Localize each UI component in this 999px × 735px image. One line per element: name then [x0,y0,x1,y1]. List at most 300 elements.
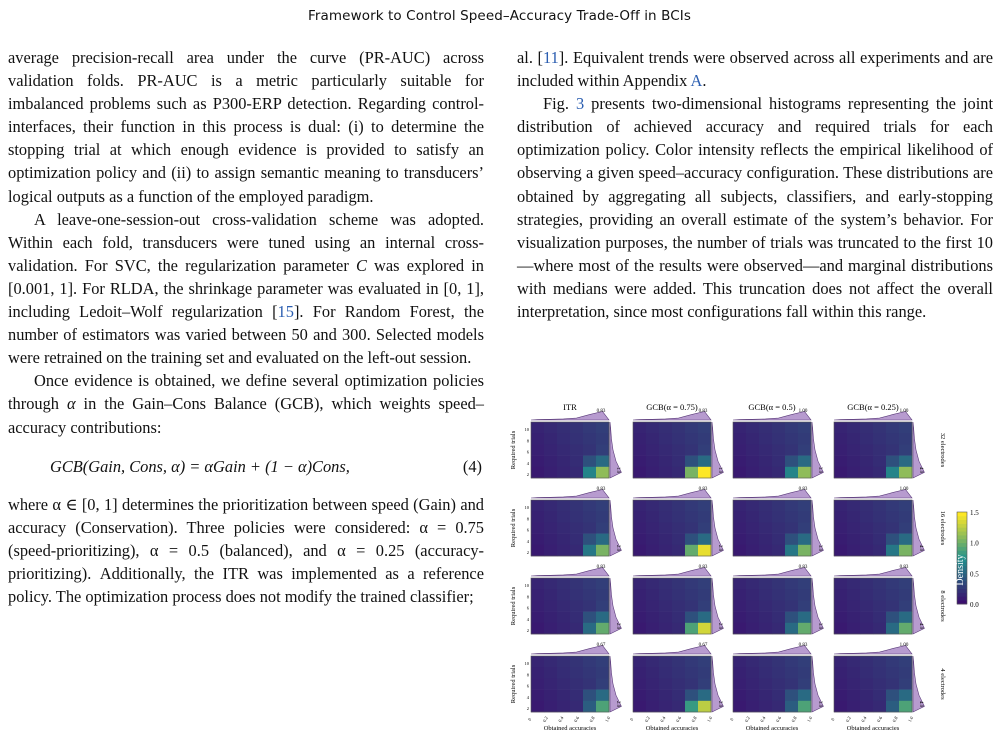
median-trials-label: 4.0 [918,700,923,708]
heatmap-cell [899,500,912,512]
heatmap-cell [899,701,912,713]
heatmap-cell [583,422,596,434]
heatmap-cell [544,600,557,612]
heatmap-cell [633,456,646,468]
heatmap-cell [659,623,672,635]
heatmap-cell [557,500,570,512]
heatmap-cell [557,656,570,668]
heatmap-cell [633,667,646,679]
heatmap-cell [860,444,873,456]
heatmap-cell [672,690,685,702]
heatmap-cell [583,456,596,468]
heatmap-cell [659,612,672,624]
heatmap-cell [746,578,759,590]
heatmap-cell [847,422,860,434]
heatmap-cell [733,701,746,713]
heatmap-cell [544,433,557,445]
y-axis-label: Required trials [510,586,517,626]
heatmap-cell [596,589,609,601]
heatmap-cell [685,690,698,702]
heatmap-cell [834,612,847,624]
heatmap-cell [847,444,860,456]
heatmap-cell [886,467,899,479]
heatmap-cell [659,545,672,557]
heatmap-cell [596,578,609,590]
heatmap-cell [746,678,759,690]
heatmap-cell [633,623,646,635]
heatmap-cell [785,690,798,702]
heatmap-cell [834,500,847,512]
heatmap-cell [583,656,596,668]
histogram-grid [509,400,999,730]
heatmap-cell [659,600,672,612]
heatmap-cell [899,600,912,612]
heatmap-cell [557,534,570,546]
heatmap-cell [772,511,785,523]
heatmap-cell [759,589,772,601]
median-trials-label: 3.0 [817,622,822,630]
heatmap-cell [672,500,685,512]
heatmap-cell [860,500,873,512]
heatmap-cell [646,534,659,546]
heatmap-cell [544,701,557,713]
heatmap-cell [733,667,746,679]
heatmap-cell [873,456,886,468]
heatmap-cell [847,690,860,702]
heatmap-cell [685,701,698,713]
heatmap-cell [746,433,759,445]
heatmap-cell [785,467,798,479]
x-axis-label: Obtained accuracies [846,725,900,730]
heatmap-cell [583,589,596,601]
heatmap-cell [672,456,685,468]
heatmap-cell [873,667,886,679]
heatmap-cell [785,656,798,668]
median-accuracy-label: 1.00 [798,409,808,414]
row-label: 32 electrodes [939,432,946,468]
heatmap-cell [685,422,698,434]
heatmap-cell [672,600,685,612]
heatmap-cell [746,612,759,624]
x-tick-label: 0 [526,717,533,722]
x-tick-label: 0.4 [557,715,565,723]
heatmap-cell [570,433,583,445]
heatmap-cell [583,500,596,512]
heatmap-cell [557,690,570,702]
heatmap-cell [860,656,873,668]
heatmap-cell [746,511,759,523]
heatmap-cell [798,678,811,690]
heatmap-cell [646,589,659,601]
colorbar-segment [957,593,967,597]
heatmap-cell [886,690,899,702]
heatmap-cell [733,600,746,612]
paragraph: average precision-recall area under the curve (PR-AUC) across validation folds. PR-AUC is a metric particularly suitable for imbalanced problems such as P300-ERP detection. Regarding control-interfaces, their function in this process is dual: (i) to determine the stopping trial at which enough evidence is provided to satisfy an optimization policy and (ii) to assign semantic meaning to transducers’ logical outputs as a function of the employed paradigm. [8,48,484,206]
heatmap-cell [557,623,570,635]
y-tick-label: 4 [526,694,529,700]
heatmap-cell [570,612,583,624]
heatmap-cell [672,701,685,713]
heatmap-cell [583,667,596,679]
heatmap-cell [659,690,672,702]
median-accuracy-label: 0.83 [698,409,708,414]
heatmap-cell [886,433,899,445]
heatmap-cell [860,600,873,612]
x-tick-label: 0 [829,717,836,722]
heatmap-cell [633,534,646,546]
heatmap-cell [772,456,785,468]
x-tick-label: 0.8 [588,715,596,723]
y-axis-label: Required trials [510,508,517,548]
heatmap-cell [698,656,711,668]
heatmap-cell [570,467,583,479]
heatmap-cell [570,701,583,713]
heatmap-cell [873,589,886,601]
heatmap-cell [759,623,772,635]
heatmap-cell [557,522,570,534]
heatmap-cell [672,667,685,679]
heatmap-cell [596,500,609,512]
heatmap-cell [583,467,596,479]
heatmap-cell [685,467,698,479]
median-accuracy-label: 0.83 [798,565,808,570]
heatmap-cell [899,467,912,479]
heatmap-cell [772,667,785,679]
column-title: GCB(α = 0.25) [847,402,899,412]
heatmap-cell [886,656,899,668]
heatmap-cell [860,422,873,434]
heatmap-cell [860,667,873,679]
x-axis-label: Obtained accuracies [543,725,597,730]
heatmap-cell [746,623,759,635]
y-tick-label: 8 [526,438,529,444]
y-tick-label: 2 [526,472,529,477]
heatmap-cell [873,433,886,445]
heatmap-cell [847,433,860,445]
heatmap-cell [583,511,596,523]
heatmap-cell [798,500,811,512]
citation-link[interactable]: 15 [277,302,294,322]
heatmap-cell [860,456,873,468]
heatmap-cell [544,656,557,668]
heatmap-cell [646,422,659,434]
heatmap-cell [746,701,759,713]
y-tick-label: 6 [526,605,529,611]
median-trials-label: 2.0 [717,544,722,552]
heatmap-cell [847,612,860,624]
heatmap-cell [659,467,672,479]
heatmap-cell [860,701,873,713]
heatmap-cell [847,500,860,512]
heatmap-cell [544,456,557,468]
heatmap-cell [772,690,785,702]
heatmap-cell [685,589,698,601]
median-accuracy-label: 0.83 [798,487,808,492]
heatmap-cell [886,578,899,590]
heatmap-cell [685,612,698,624]
heatmap-cell [886,511,899,523]
x-tick-label: 0.2 [844,715,852,723]
heatmap-cell [698,444,711,456]
y-tick-label: 2 [526,550,529,555]
heatmap-cell [847,600,860,612]
heatmap-cell [798,444,811,456]
heatmap-cell [834,690,847,702]
heatmap-cell [746,467,759,479]
heatmap-cell [847,589,860,601]
x-tick-label: 0.2 [541,715,549,723]
heatmap-cell [759,433,772,445]
heatmap-cell [873,534,886,546]
heatmap-cell [633,444,646,456]
median-trials-label: 3.0 [817,544,822,552]
heatmap-cell [733,578,746,590]
heatmap-cell [772,444,785,456]
x-tick-label: 1.0 [706,715,714,723]
heatmap-cell [834,656,847,668]
heatmap-cell [698,578,711,590]
heatmap-cell [698,500,711,512]
heatmap-cell [531,578,544,590]
heatmap-cell [570,578,583,590]
heatmap-cell [646,467,659,479]
paragraph: Once evidence is obtained, we define several optimization policies through α in the Gain–Cons Balance (GCB), which weights speed–accuracy contributions: [8,371,484,437]
heatmap-cell [759,667,772,679]
heatmap-cell [633,701,646,713]
paragraph: Fig. 3 presents two-dimensional histograms representing the joint distribution of achieved accuracy and required trials for each optimization policy. Color intensity reflects the empirical likelihood of observing a given speed–accuracy configuration. These distributions are obtained by aggregating all subjects, classifiers, and early-stopping strategies, providing an overall estimate of the system’s behavior. For visualization purposes, the number of trials was truncated to the first 10—where most of the results were observed—and marginal distributions with medians were added. This truncation does not affect the overall interpretation, since most configurations fall within this range. [517,94,993,322]
y-tick-label: 6 [526,449,529,455]
heatmap-cell [899,578,912,590]
colorbar-segment [957,512,967,516]
heatmap-cell [759,444,772,456]
appendix-link[interactable]: A [690,71,703,91]
colorbar-segment [957,535,967,539]
heatmap-cell [873,467,886,479]
heatmap-cell [659,701,672,713]
heatmap-cell [759,500,772,512]
x-tick-label: 0.6 [674,715,683,723]
heatmap-cell [746,600,759,612]
heatmap-cell [531,612,544,624]
heatmap-cell [531,511,544,523]
heatmap-cell [685,623,698,635]
heatmap-cell [633,500,646,512]
x-tick-label: 0.8 [790,715,798,723]
heatmap-cell [847,701,860,713]
heatmap-cell [531,678,544,690]
heatmap-cell [646,578,659,590]
heatmap-cell [886,667,899,679]
heatmap-cell [834,511,847,523]
heatmap-cell [798,578,811,590]
heatmap-cell [698,667,711,679]
heatmap-cell [583,678,596,690]
heatmap-cell [733,534,746,546]
heatmap-cell [899,678,912,690]
heatmap-cell [772,656,785,668]
heatmap-cell [685,656,698,668]
heatmap-cell [531,656,544,668]
heatmap-cell [633,612,646,624]
heatmap-cell [772,545,785,557]
heatmap-cell [834,444,847,456]
heatmap-cell [557,444,570,456]
heatmap-cell [759,511,772,523]
heatmap-cell [659,511,672,523]
heatmap-cell [659,422,672,434]
y-tick-label: 10 [524,583,529,589]
heatmap-cell [834,422,847,434]
heatmap-cell [570,667,583,679]
heatmap-cell [544,467,557,479]
heatmap-cell [698,600,711,612]
heatmap-cell [672,467,685,479]
heatmap-cell [544,511,557,523]
heatmap-cell [746,500,759,512]
heatmap-cell [759,534,772,546]
heatmap-cell [834,701,847,713]
heatmap-cell [531,534,544,546]
column-title: GCB(α = 0.5) [748,402,796,412]
heatmap-cell [659,444,672,456]
median-trials-label: 2.0 [615,622,620,630]
heatmap-cell [759,600,772,612]
heatmap-cell [746,589,759,601]
heatmap-cell [531,500,544,512]
x-tick-label: 1.0 [907,715,915,723]
median-trials-label: 2.0 [615,544,620,552]
heatmap-cell [798,467,811,479]
heatmap-cell [596,522,609,534]
heatmap-cell [570,545,583,557]
column-title: ITR [563,402,577,412]
figure-link[interactable]: 3 [575,94,585,114]
heatmap-cell [633,511,646,523]
heatmap-cell [886,444,899,456]
heatmap-cell [544,690,557,702]
heatmap-cell [544,500,557,512]
heatmap-cell [785,456,798,468]
heatmap-cell [772,600,785,612]
y-tick-label: 4 [526,538,529,544]
heatmap-cell [733,456,746,468]
heatmap-cell [899,690,912,702]
y-tick-label: 4 [526,616,529,622]
heatmap-cell [847,522,860,534]
y-axis-label: Required trials [510,664,517,704]
heatmap-cell [860,534,873,546]
paragraph: where α ∈ [0, 1] determines the prioritization between speed (Gain) and accuracy (Conservation). Three policies were considered: α = 0.75 (speed-prioritizing), α = 0.5 (balanced), and α = 0.25 (accuracy-prioritizing). Additionally, the ITR was implemented as a reference policy. The optimization process does not modify the trained classifier; [8,494,484,606]
median-trials-label: 1.0 [717,466,722,474]
heatmap-cell [860,522,873,534]
heatmap-cell [596,690,609,702]
heatmap-cell [531,467,544,479]
heatmap-cell [785,678,798,690]
heatmap-cell [899,623,912,635]
heatmap-cell [873,545,886,557]
heatmap-cell [531,456,544,468]
heatmap-cell [633,600,646,612]
heatmap-cell [698,612,711,624]
heatmap-cell [886,623,899,635]
heatmap-cell [772,623,785,635]
median-accuracy-label: 0.67 [698,643,708,648]
colorbar-segment [957,539,967,543]
heatmap-cell [733,511,746,523]
heatmap-cell [772,422,785,434]
colorbar-segment [957,547,967,551]
paragraph: al. [11]. Equivalent trends were observed across all experiments and are included within Appendix A. [517,48,993,91]
heatmap-cell [733,522,746,534]
heatmap-cell [531,701,544,713]
heatmap-cell [633,589,646,601]
heatmap-cell [672,534,685,546]
heatmap-cell [733,612,746,624]
heatmap-cell [847,511,860,523]
heatmap-cell [873,500,886,512]
heatmap-cell [583,444,596,456]
heatmap-cell [583,612,596,624]
heatmap-cell [570,534,583,546]
heatmap-cell [899,534,912,546]
heatmap-cell [899,433,912,445]
heatmap-cell [798,534,811,546]
heatmap-cell [860,589,873,601]
heatmap-cell [798,612,811,624]
equation-body: GCB(Gain, Cons, α) = αGain + (1 − α)Cons, [50,457,350,477]
heatmap-cell [899,422,912,434]
median-trials-label: 2.0 [717,622,722,630]
heatmap-cell [659,678,672,690]
heatmap-cell [596,456,609,468]
heatmap-cell [798,690,811,702]
heatmap-cell [886,522,899,534]
x-tick-label: 1.0 [604,715,612,723]
heatmap-cell [659,656,672,668]
heatmap-cell [544,545,557,557]
heatmap-cell [886,500,899,512]
heatmap-cell [531,690,544,702]
heatmap-cell [672,578,685,590]
heatmap-cell [633,690,646,702]
heatmap-cell [873,600,886,612]
heatmap-cell [672,433,685,445]
heatmap-cell [733,433,746,445]
median-trials-label: 4.0 [918,622,923,630]
figure-3 [509,400,999,730]
x-tick-label: 0 [628,717,635,722]
heatmap-cell [531,545,544,557]
heatmap-cell [672,444,685,456]
heatmap-cell [772,701,785,713]
citation-link[interactable]: 11 [543,48,559,67]
heatmap-cell [886,612,899,624]
heatmap-cell [886,545,899,557]
heatmap-cell [759,690,772,702]
heatmap-cell [557,433,570,445]
heatmap-cell [798,589,811,601]
heatmap-cell [860,467,873,479]
heatmap-cell [785,589,798,601]
heatmap-cell [834,534,847,546]
heatmap-cell [596,678,609,690]
heatmap-cell [772,467,785,479]
x-axis-label: Obtained accuracies [745,725,799,730]
row-label: 8 electrodes [939,590,946,622]
median-accuracy-label: 0.83 [596,487,606,492]
heatmap-cell [798,667,811,679]
heatmap-cell [557,600,570,612]
